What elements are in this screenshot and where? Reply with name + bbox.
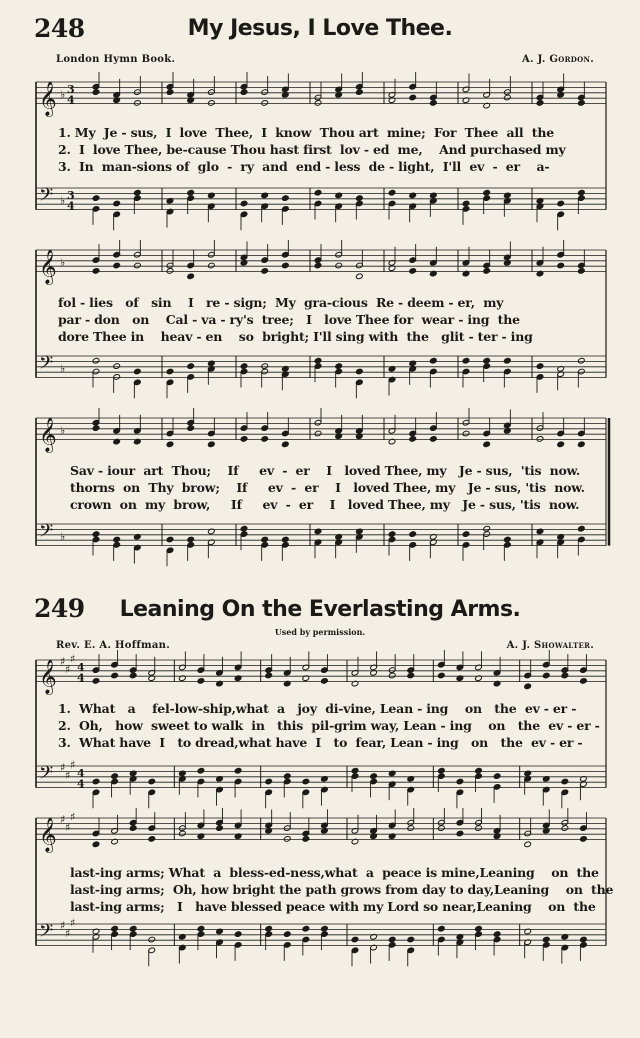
svg-text:♯: ♯ — [65, 927, 71, 941]
svg-text:♯: ♯ — [65, 769, 71, 783]
lyricist-credit: London Hymn Book. — [56, 54, 176, 65]
lyrics-block — [70, 462, 622, 513]
svg-text:4: 4 — [77, 660, 85, 674]
svg-text:4: 4 — [77, 671, 85, 685]
lyric-line: 3. In man-sions of glo - ry and end - less de - light, I'll ev - er a- — [58, 159, 550, 174]
lyric-line: 1. My Je - sus, I love Thee, I know Thou art mine; For Thee all the — [58, 125, 554, 140]
lyric-line: Sav - iour art Thou; If ev - er I loved Thee, my Je - sus, 'tis now. — [70, 463, 581, 478]
svg-text:𝄞: 𝄞 — [39, 81, 57, 117]
svg-text:♯: ♯ — [65, 821, 71, 835]
lyric-line: last-ing arms; I have blessed peace with my Lord so near,Leaning on the — [70, 899, 596, 914]
hymn-title: Leaning On the Everlasting Arms. — [119, 597, 521, 622]
lyric-line: par - don on Cal - va - ry's tree; I love Thee for wear - ing the — [58, 312, 520, 327]
svg-text:4: 4 — [77, 777, 85, 791]
lyric-line: thorns on Thy brow; If ev - er I loved Thee, my Je - sus, 'tis now. — [70, 480, 585, 495]
svg-text:4: 4 — [67, 93, 75, 107]
lyric-line: 2. I love Thee, be-cause Thou hast first lov - ed me, And purchased my — [58, 142, 566, 157]
hymn-number: 249 — [34, 594, 85, 623]
lyric-line: 1. What a fel-low-ship,what a joy di-vine, Lean - ing on the ev - er - — [58, 701, 577, 716]
lyric-line: fol - lies of sin I re - sign; My gra-cious Re - deem - er, my — [58, 295, 504, 310]
svg-text:♯: ♯ — [60, 919, 66, 932]
lyricist-credit: Rev. E. A. Hoffman. — [56, 640, 170, 651]
svg-text:𝄢: 𝄢 — [39, 921, 54, 947]
lyrics-block — [58, 124, 610, 175]
lyric-line: crown on my brow, If ev - er I loved Thee, my Je - sus, 'tis now. — [70, 497, 580, 512]
svg-text:𝄞: 𝄞 — [39, 659, 57, 695]
lyrics-block — [58, 294, 610, 345]
composer-credit: A. J. Gordon. — [521, 54, 594, 65]
svg-text:𝄞: 𝄞 — [39, 817, 57, 853]
hymn-number: 248 — [34, 14, 85, 43]
lyric-line: last-ing arms; Oh, how bright the path grows from day to day,Leaning on the — [70, 882, 614, 897]
svg-text:𝄞: 𝄞 — [39, 417, 57, 453]
lyrics-block — [70, 864, 622, 915]
composer-credit: A. J. Showalter. — [506, 640, 594, 651]
svg-text:𝄢: 𝄢 — [39, 185, 54, 211]
lyric-line: dore Thee in heav - en so bright; I'll sing with the glit - ter - ing — [58, 329, 533, 344]
svg-text:♭: ♭ — [60, 423, 66, 437]
svg-text:𝄢: 𝄢 — [39, 763, 54, 789]
svg-text:♯: ♯ — [60, 813, 66, 826]
svg-text:♭: ♭ — [60, 255, 66, 269]
svg-text:𝄞: 𝄞 — [39, 249, 57, 285]
svg-text:♯: ♯ — [70, 810, 76, 824]
svg-text:♯: ♯ — [70, 916, 76, 930]
svg-text:𝄢: 𝄢 — [39, 521, 54, 547]
svg-text:♯: ♯ — [60, 761, 66, 774]
lyrics-block — [58, 700, 610, 751]
svg-text:3: 3 — [67, 188, 75, 202]
hymn-title: My Jesus, I Love Thee. — [187, 16, 453, 41]
svg-text:3: 3 — [67, 82, 75, 96]
svg-text:♭: ♭ — [60, 361, 66, 375]
lyric-line: 2. Oh, how sweet to walk in this pil-grim way, Lean - ing on the ev - er - — [58, 718, 600, 733]
svg-text:♭: ♭ — [60, 193, 66, 207]
permission-note: Used by permission. — [274, 627, 366, 637]
svg-text:♭: ♭ — [60, 529, 66, 543]
svg-text:4: 4 — [77, 766, 85, 780]
svg-text:♭: ♭ — [60, 87, 66, 101]
svg-text:♯: ♯ — [70, 652, 76, 666]
svg-text:♯: ♯ — [60, 655, 66, 668]
lyric-line: last-ing arms; What a bless-ed-ness,what a peace is mine,Leaning on the — [70, 865, 599, 880]
svg-text:4: 4 — [67, 199, 75, 213]
svg-text:♯: ♯ — [70, 758, 76, 772]
svg-text:♯: ♯ — [65, 663, 71, 677]
lyric-line: 3. What have I to dread,what have I to fear, Lean - ing on the ev - er - — [58, 735, 583, 750]
svg-text:𝄢: 𝄢 — [39, 353, 54, 379]
